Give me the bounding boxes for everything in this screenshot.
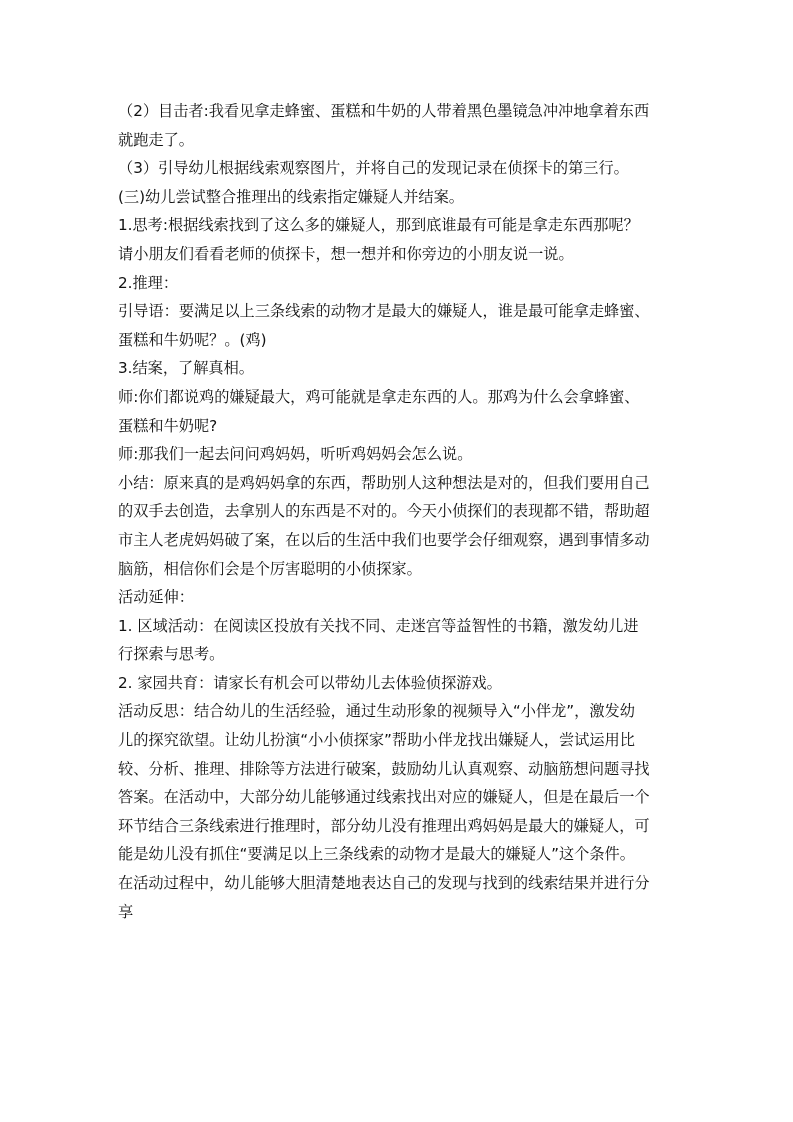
text-line: （2）目击者:我看见拿走蜂蜜、蛋糕和牛奶的人带着黑色墨镜急冲冲地拿着东西	[118, 102, 650, 120]
text-line: 就跑走了。	[118, 130, 194, 149]
document-body	[118, 97, 678, 926]
text-line: 2.推理：	[118, 273, 179, 292]
text-line: 在活动过程中，幼儿能够大胆清楚地表达自己的发现与找到的线索结果并进行分	[118, 874, 650, 893]
text-line: 蛋糕和牛奶呢？。(鸡)	[118, 330, 267, 349]
text-line: 3.结案，了解真相。	[118, 359, 254, 378]
text-line: 1. 区域活动：在阅读区投放有关找不同、走迷宫等益智性的书籍，激发幼儿进	[118, 616, 639, 635]
text-line: 脑筋，相信你们会是个厉害聪明的小侦探家。	[118, 559, 422, 578]
text-line: 蛋糕和牛奶呢?	[118, 416, 218, 435]
text-line: 的双手去创造，去拿别人的东西是不对的。今天小侦探们的表现都不错，帮助超	[118, 502, 650, 521]
text-line: 师:你们都说鸡的嫌疑最大，鸡可能就是拿走东西的人。那鸡为什么会拿蜂蜜、	[118, 387, 640, 406]
text-line: 活动反思：结合幼儿的生活经验，通过生动形象的视频导入“小伴龙”，激发幼	[118, 702, 635, 721]
text-line: 师:那我们一起去问问鸡妈妈，听听鸡妈妈会怎么说。	[118, 445, 473, 464]
text-line: 享	[118, 902, 134, 921]
section-heading: (三)幼儿尝试整合推理出的线索指定嫌疑人并结案。	[118, 187, 464, 206]
text-line: 1.思考:根据线索找到了这么多的嫌疑人，那到底谁最有可能是拿走东西那呢？	[118, 216, 639, 235]
text-line: 能是幼儿没有抓住“要满足以上三条线索的动物才是最大的嫌疑人”这个条件。	[118, 845, 635, 864]
text-line: 答案。在活动中，大部分幼儿能够通过线索找出对应的嫌疑人，但是在最后一个	[118, 788, 650, 807]
text-line: 市主人老虎妈妈破了案，在以后的生活中我们也要学会仔细观察，遇到事情多动	[118, 530, 650, 549]
text-line: 请小朋友们看看老师的侦探卡，想一想并和你旁边的小朋友说一说。	[118, 244, 574, 263]
text-line: 环节结合三条线索进行推理时，部分幼儿没有推理出鸡妈妈是最大的嫌疑人，可	[118, 816, 650, 835]
text-line: 行探索与思考。	[118, 645, 225, 664]
section-heading: 活动延伸：	[118, 588, 194, 607]
text-line: 小结：原来真的是鸡妈妈拿的东西，帮助别人这种想法是对的，但我们要用自己	[118, 473, 650, 492]
text-line: 引导语：要满足以上三条线索的动物才是最大的嫌疑人，谁是最可能拿走蜂蜜、	[118, 302, 650, 321]
text-line: （3）引导幼儿根据线索观察图片，并将自己的发现记录在侦探卡的第三行。	[118, 159, 629, 178]
text-line: 较、分析、推理、排除等方法进行破案，鼓励幼儿认真观察、动脑筋想问题寻找	[118, 759, 650, 778]
text-line: 儿的探究欲望。让幼儿扮演“小小侦探家”帮助小伴龙找出嫌疑人，尝试运用比	[118, 731, 635, 750]
text-line: 2. 家园共育：请家长有机会可以带幼儿去体验侦探游戏。	[118, 673, 502, 692]
